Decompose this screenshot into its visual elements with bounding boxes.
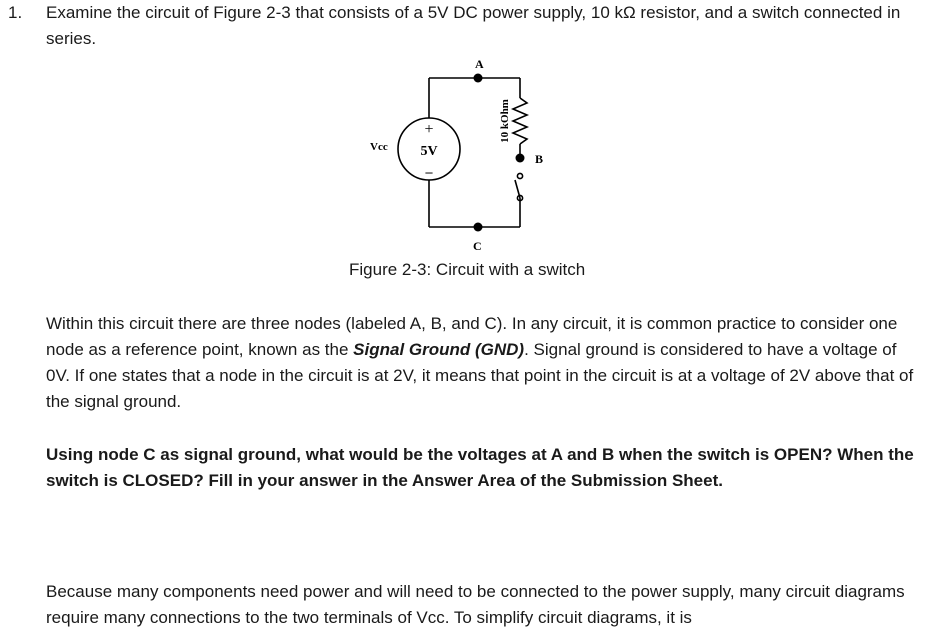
resistor-label: 10 kOhm [499, 99, 511, 143]
intro-paragraph: Examine the circuit of Figure 2-3 that consists of a 5V DC power supply, 10 kΩ resistor, and a switch connected in series. [46, 3, 901, 48]
node-b-dot [516, 154, 525, 163]
nodes-paragraph [46, 311, 918, 415]
node-a-label: A [475, 57, 484, 71]
switch-contact-top [517, 173, 522, 178]
minus-sign: – [425, 165, 433, 180]
node-b-label: B [535, 152, 544, 166]
signal-ground-term: Signal Ground (GND) [353, 340, 525, 359]
plus-sign: + [424, 121, 434, 138]
power-paragraph: Because many components need power and will need to be connected to the power supply, many circuit diagrams require many connections to the two terminals of Vcc. To simplify circuit diagrams, it is [46, 582, 905, 627]
circuit-diagram [358, 52, 598, 257]
figure-caption: Figure 2-3: Circuit with a switch [349, 260, 586, 279]
source-value: 5V [420, 144, 438, 159]
question-paragraph: Using node C as signal ground, what would be the voltages at A and B when the switch is OPEN? When the switch is CLOSED? Fill in your answer in the Answer Area of the Submission Sheet. [46, 445, 914, 490]
source-label: Vcc [370, 141, 388, 153]
question-number: 1. [8, 3, 23, 22]
nodes-text-post: . Signal ground is considered to have a voltage of 0V. If one states that a node in the circuit is at 2V, it means that point in the circuit is at a voltage of 2V above that of the signal ground. [46, 340, 914, 411]
node-c-dot [474, 223, 483, 232]
switch-blade [515, 180, 520, 198]
resistor-symbol [513, 98, 527, 144]
node-c-label: C [473, 239, 482, 253]
nodes-text-pre: Within this circuit there are three nodes (labeled A, B, and C). In any circuit, it is common practice to consider one node as a reference point, known as the [46, 314, 898, 359]
node-a-dot [474, 74, 483, 83]
